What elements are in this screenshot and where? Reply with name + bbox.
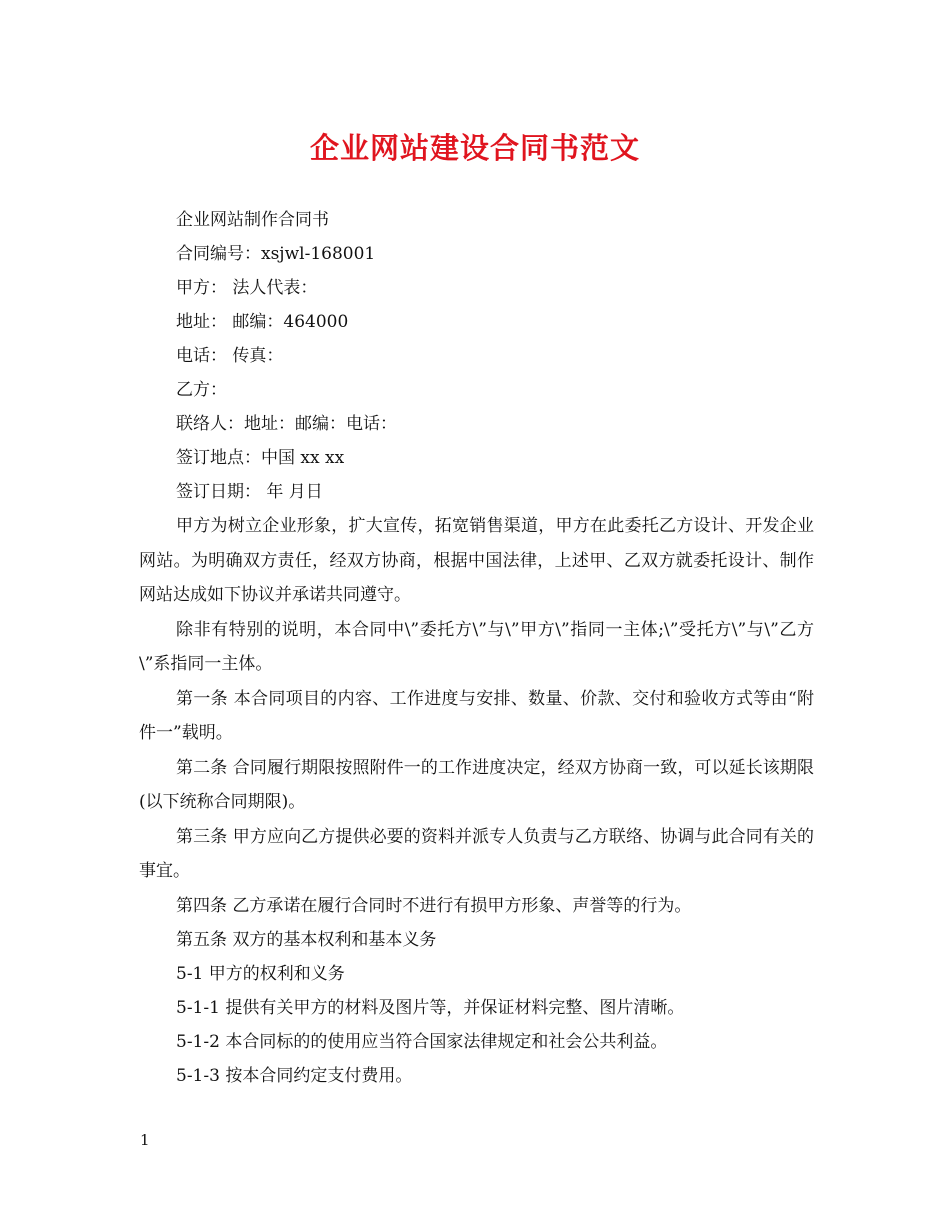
article-3: 第三条 甲方应向乙方提供必要的资料并派专人负责与乙方联络、协调与此合同有关的事宜。 xyxy=(139,826,814,881)
article-5: 第五条 双方的基本权利和基本义务 xyxy=(176,929,437,950)
phone-line: 电话： 传真： xyxy=(176,346,284,366)
signing-place-line: 签订地点：中国 xx xx xyxy=(176,448,345,468)
paragraph-purpose: 甲方为树立企业形象，扩大宣传，拓宽销售渠道，甲方在此委托乙方设计、开发企业网站。为明确双方责任，经双方协商，根据中国法律，上述甲、乙双方就委托设计、制作网站达成如下协议并承诺共同遵守。 xyxy=(139,516,814,605)
address-line: 地址： 邮编：464000 xyxy=(176,312,349,332)
article-1: 第一条 本合同项目的内容、工作进度与安排、数量、价款、交付和验收方式等由“附件一”载明。 xyxy=(139,688,814,743)
page-number: 1 xyxy=(140,1131,150,1149)
paragraph-definitions: 除非有特别的说明，本合同中\”委托方\”与\”甲方\”指同一主体;\”受托方\”与\”乙方\”系指同一主体。 xyxy=(139,619,814,674)
contract-heading: 企业网站制作合同书 xyxy=(176,210,329,230)
contact-line: 联络人：地址：邮编：电话： xyxy=(176,414,397,434)
contract-number: 合同编号：xsjwl-168001 xyxy=(176,244,376,264)
party-a-line: 甲方： 法人代表： xyxy=(176,278,318,298)
article-4: 第四条 乙方承诺在履行合同时不进行有损甲方形象、声誉等的行为。 xyxy=(176,895,692,916)
article-2: 第二条 合同履行期限按照附件一的工作进度决定，经双方协商一致，可以延长该期限(以下统称合同期限)。 xyxy=(139,757,814,812)
clause-5-1-2: 5-1-2 本合同标的的使用应当符合国家法律规定和社会公共利益。 xyxy=(176,1031,668,1052)
document-title: 企业网站建设合同书范文 xyxy=(309,131,640,165)
clause-5-1: 5-1 甲方的权利和义务 xyxy=(176,963,345,984)
clause-5-1-1: 5-1-1 提供有关甲方的材料及图片等，并保证材料完整、图片清晰。 xyxy=(176,997,685,1018)
party-b-line: 乙方： xyxy=(176,380,227,400)
clause-5-1-3: 5-1-3 按本合同约定支付费用。 xyxy=(176,1065,413,1086)
document-body xyxy=(139,203,814,1093)
signing-date-line: 签订日期： 年 月日 xyxy=(176,482,323,502)
